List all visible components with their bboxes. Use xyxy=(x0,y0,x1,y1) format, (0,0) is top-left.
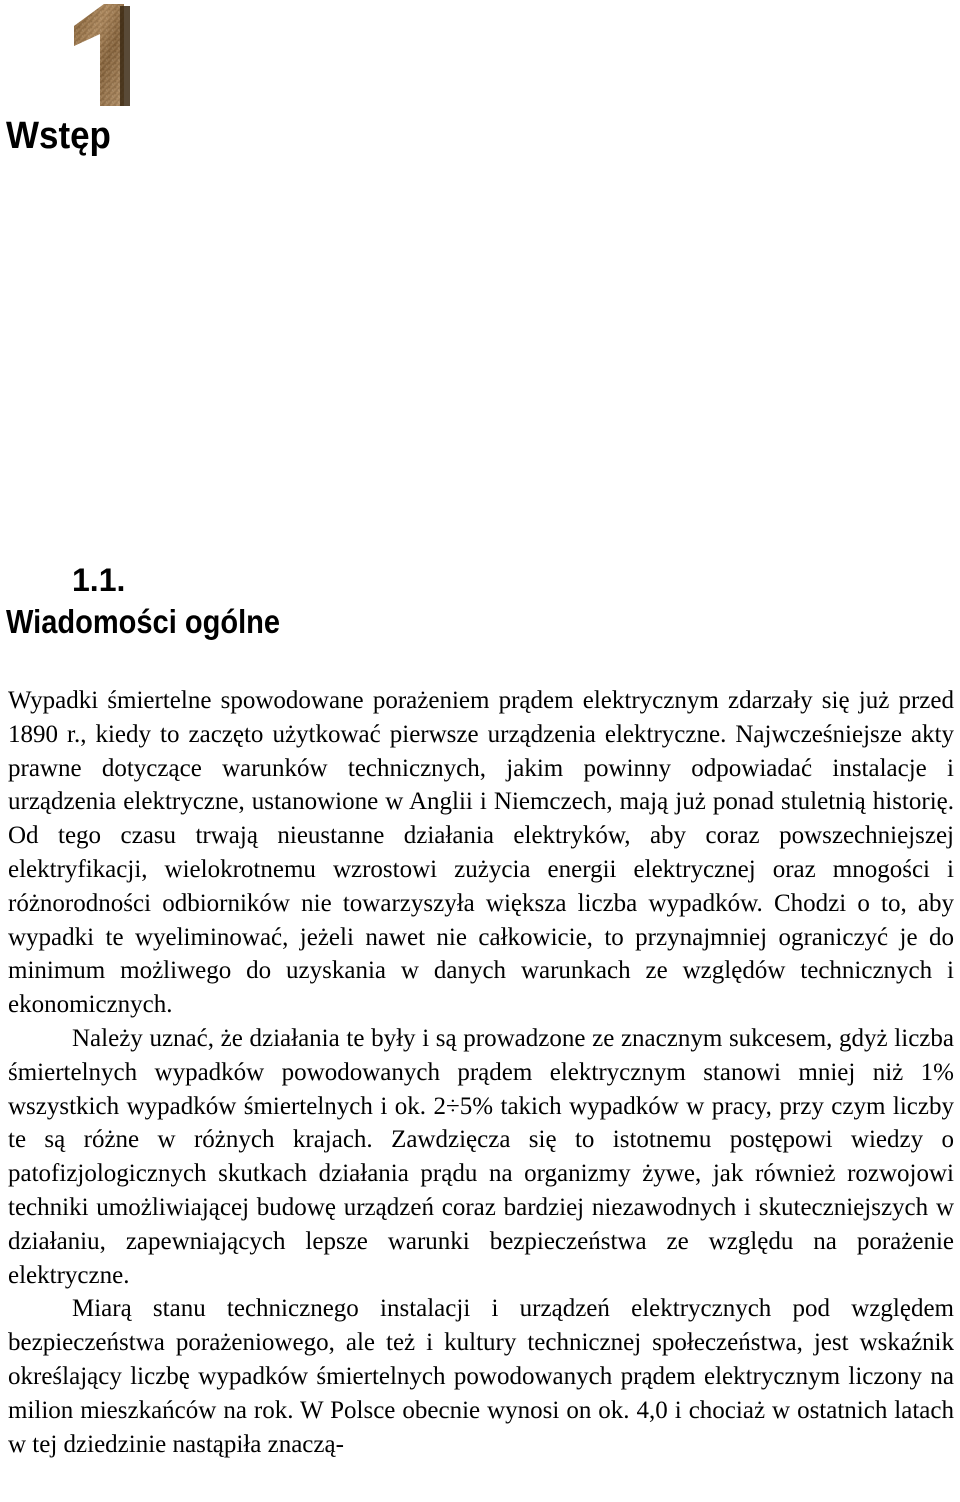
chapter-number-graphic xyxy=(66,2,140,108)
chapter-title: Wstęp xyxy=(6,115,111,157)
body-text xyxy=(8,684,954,1461)
paragraph-2: Należy uznać, że działania te były i są prowadzone ze znacznym sukcesem, gdyż liczba śmiertelnych wypadków powodowanych prądem elektrycznym stanowi mniej niż 1% wszystkich wypadków śmiertelnych i ok. 2÷5% takich wypadków w pracy, przy czym liczby te są różne w różnych krajach. Zawdzięcza się to istotnemu postępowi wiedzy o patofizjologicznych skutkach działania prądu na organizmy żywe, jak również rozwojowi techniki umożliwiającej budowę urządzeń coraz bardziej niezawodnych i skuteczniejszych w działaniu, zapewniających lepsze warunki bezpieczeństwa ze względu na porażenie elektryczne. xyxy=(8,1024,954,1289)
chapter-number-1-icon xyxy=(66,2,140,108)
paragraph-1: Wypadki śmiertelne spowodowane porażeniem prądem elektrycznym zdarzały się już przed 1890 r., kiedy to zaczęto użytkować pierwsze urządzenia elektryczne. Najwcześniejsze akty prawne dotyczące warunków technicznych, jakim powinny odpowiadać instalacje i urządzenia elektryczne, ustanowione w Anglii i Niemczech, mają już ponad stuletnią historię. Od tego czasu trwają nieustanne działania elektryków, aby coraz powszechniejszej elektryfikacji, wielokrotnemu wzrostowi zużycia energii elektrycznej oraz mnogości i różnorodności odbiorników nie towarzyszyła większa liczba wypadków. Chodzi o to, aby wypadki te wyeliminować, jeżeli nawet nie całkowicie, to przynajmniej ograniczyć je do minimum możliwego do uzyskania w danych warunkach ze względów technicznych i ekonomicznych. xyxy=(8,687,954,1019)
paragraph-3: Miarą stanu technicznego instalacji i urządzeń elektrycznych pod względem bezpieczeństwa porażeniowego, ale też i kultury technicznej społeczeństwa, jest wskaźnik określający liczbę wypadków śmiertelnych powodowanych prądem elektrycznym liczony na milion mieszkańców na rok. W Polsce obecnie wynosi on ok. 4,0 i chociaż w ostatnich latach w tej dziedzinie nastąpiła znaczą- xyxy=(8,1295,954,1458)
section-title: Wiadomości ogólne xyxy=(6,603,281,640)
section-number: 1.1. xyxy=(72,562,126,598)
